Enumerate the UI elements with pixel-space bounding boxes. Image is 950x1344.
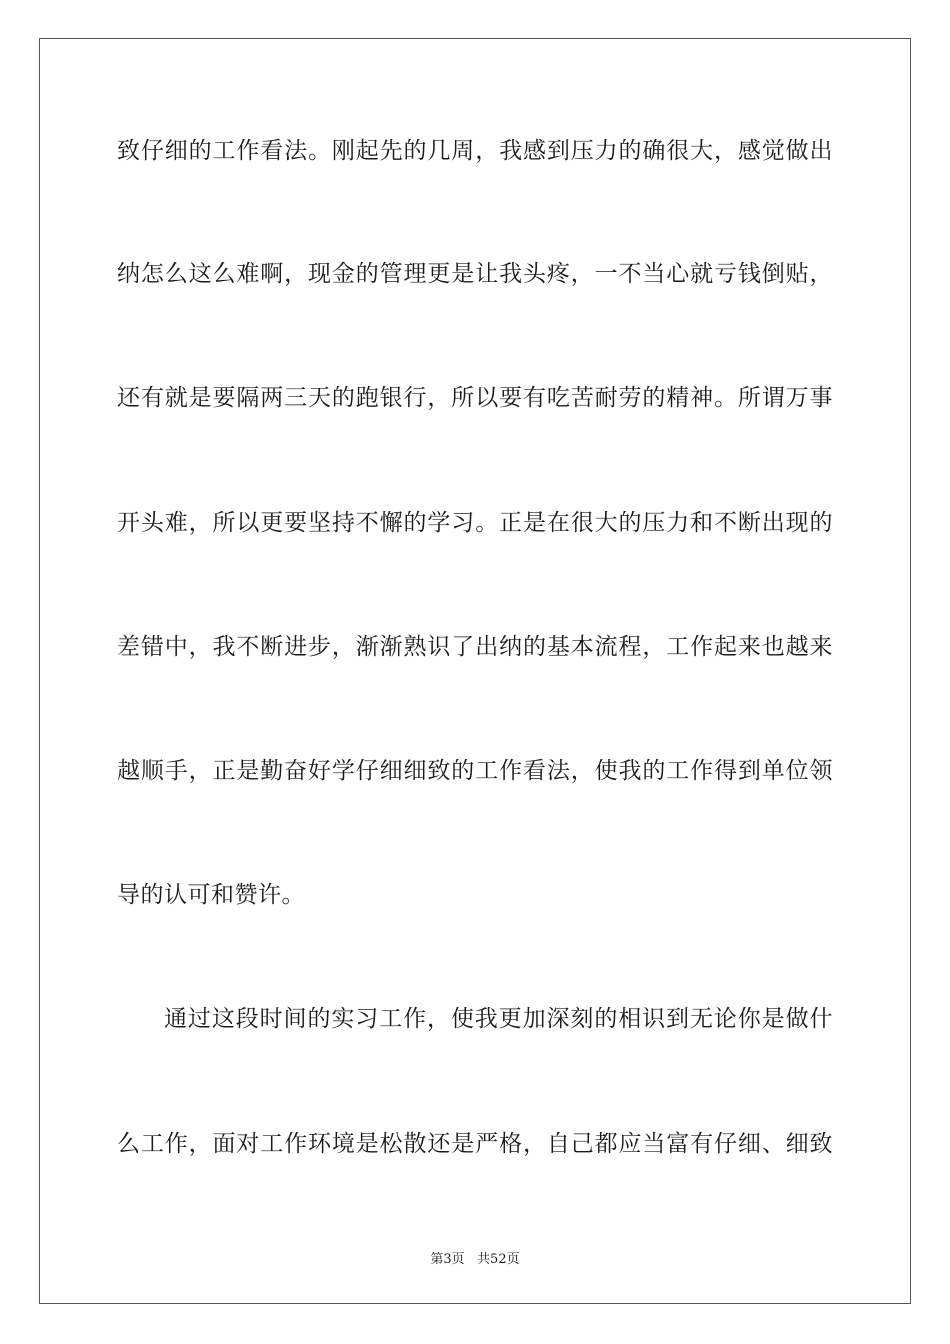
text-line-3: 还有就是要隔两三天的跑银行，所以要有吃苦耐劳的精神。所谓万事 [117,385,833,411]
page-footer: 第3页 共52页 [430,1252,520,1267]
page-border [39,38,911,1304]
text-line-4: 开头难，所以更要坚持不懈的学习。正是在很大的压力和不断出现的 [117,510,833,536]
text-line-5: 差错中，我不断进步，渐渐熟识了出纳的基本流程，工作起来也越来 [117,634,833,660]
text-line-9: 么工作，面对工作环境是松散还是严格，自己都应当富有仔细、细致 [117,1131,833,1157]
text-line-6: 越顺手，正是勤奋好学仔细细致的工作看法，使我的工作得到单位领 [117,758,833,784]
text-line-7: 导的认可和赞许。 [117,882,305,908]
text-line-2: 纳怎么这么难啊，现金的管理更是让我头疼，一不当心就亏钱倒贴， [117,261,833,287]
text-line-1: 致仔细的工作看法。刚起先的几周，我感到压力的确很大，感觉做出 [117,138,833,164]
text-line-8: 通过这段时间的实习工作，使我更加深刻的相识到无论你是做什 [164,1006,833,1032]
